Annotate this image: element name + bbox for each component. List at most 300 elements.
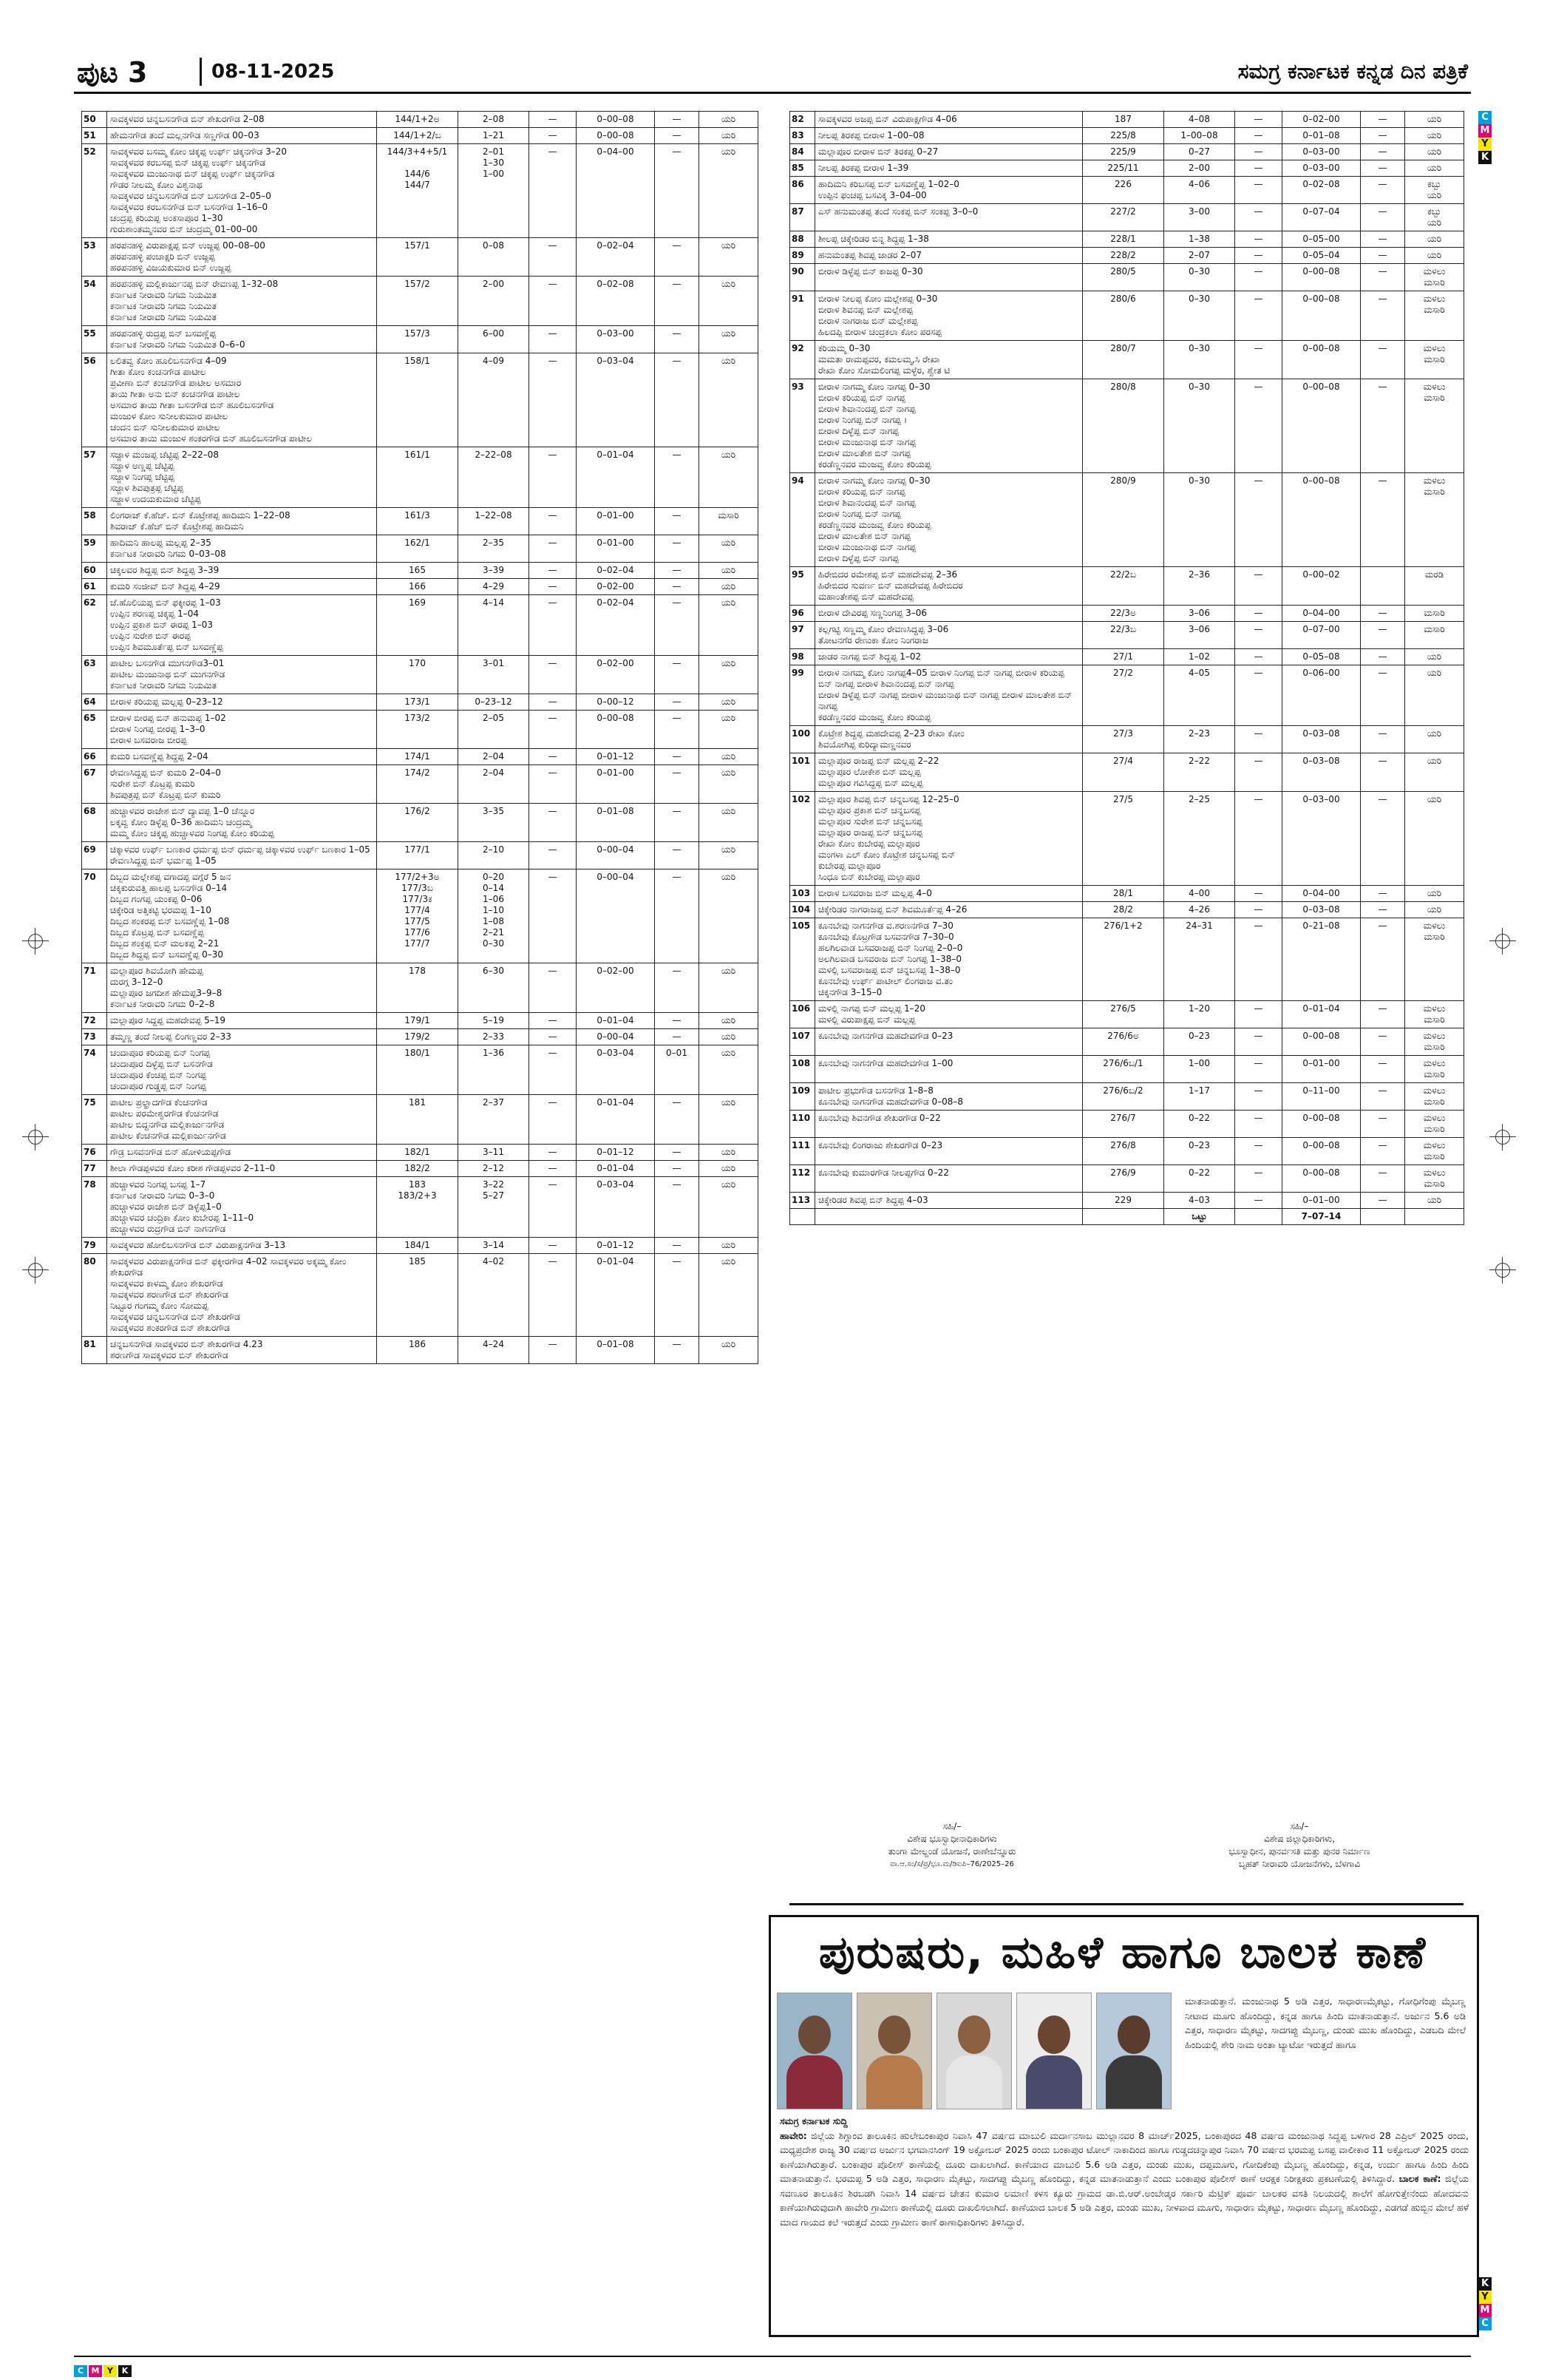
land-type: ಮಳಲು ಮಸಾರಿ [1405,1056,1464,1083]
owner-names: ದಿಬ್ಬದ ಮಲ್ಲೇಶಪ್ಪ ವಗಾದಪ್ಪ ವಗ್ಗೆರೆ 5 ಜನ ಚಿಕ್ಕಕುರುವತ್ತಿ ಹಾಲಪ್ಪ ಬಸನಗೌಡ 0–14 ದಿಬ್ಬದ ಗಂಗಪ್ಪ ಯಂಕಪ್ಪ 0–06 ಚಿಕ್ಕೇರಿಡ ಅತ್ತಿಕಟ್ಟಿ ಭರಮಪ್ಪ 1–10 ದಿಬ್ಬದ ಶಂಕರಪ್ಪ ಬಿನ್ ಬಸವಣ್ಣೆಪ್ಪ 1–08 ದಿಬ್ಬದ ಕೊಟ್ರಪ್ಪ ಬಿನ್ ಬಸವಣ್ಣೆಪ್ಪ ದಿಬ್ಬದ ಶಂಕ್ರಪ್ಪ ಬಿನ್ ಮಲಕಪ್ಪ 2–21 ದಿಬ್ಬದ ಶಿದ್ದಪ್ಪ ಬಿನ್ ಬಸವಣ್ಣೆಪ್ಪ 0–30 [107,869,377,963]
land-type: ಯರಿ [699,1254,758,1337]
row-number: 96 [790,606,815,622]
paper-name: ಸಮಗ್ರ ಕರ್ನಾಟಕ ಕನ್ನಡ ದಿನ ಪತ್ರಿಕೆ [1237,59,1468,84]
cmyk-k: K [1478,151,1492,164]
total-area: 2–33 [458,1029,529,1045]
survey-number: 180/1 [377,1045,458,1095]
row-number: 65 [82,711,107,749]
total-area: 3–14 [458,1238,529,1254]
col-a: — [1235,902,1282,918]
survey-number: 276/1+2 [1083,918,1164,1001]
total-area: 2–35 [458,535,529,563]
total-area: 0–30 [1164,379,1235,473]
land-type: ಮಸಾರಿ [1405,622,1464,649]
col-a: — [1235,606,1282,622]
table-row [790,1056,1464,1083]
total-area: 0–20 0–14 1–06 1–10 1–08 2–21 0–30 [458,869,529,963]
table-row [790,144,1464,160]
total-area: 6–00 [458,326,529,353]
land-type: ಮಳಲು ಮಸಾರಿ [1405,264,1464,291]
total-area: 2–04 [458,749,529,765]
land-type: ಯರಿ [1405,792,1464,886]
table-row [790,1028,1464,1056]
total-area: 2–22 [1164,753,1235,792]
total-area: 2–01 1–30 1–00 [458,144,529,238]
acquired-area: 0–00–04 [577,869,655,963]
col-c: — [655,447,699,508]
owner-names: ಮಲ್ಲಾಪೂರ ಶಿವಪ್ಪ ಬಿನ್ ಚನ್ನಬಸಪ್ಪ 12–25–0 ಮಲ್ಲಾಪೂರ ಪ್ರಕಾಶ ಬಿನ್ ಚನ್ನಬಸಪ್ಪ ಮಲ್ಲಾಪೂರ ಸುರೇಶ ಬಿನ್ ಚನ್ನಬಸಪ್ಪ ಮಲ್ಲಾಪೂರ ರಾಜಪ್ಪ ಬಿನ್ ಚನ್ನಬಸಪ್ಪ ರೇಖಾ ಕೋಂ ಕುಬೇರಪ್ಪ ಮಲ್ಲಾಪೂರ ಮಂಗಳಾ ಎಲ್ ಕೋಂ ಕೊಟ್ರೇಶ ಚನ್ನಬಸಪ್ಪ ಬಿನ್ ಕುಬೇರಪ್ಪ ಮಲ್ಲಾಪೂರ ಸಿಂಧೂ ಬಿನ್ ಕುಬೇರಪ್ಪ ಮಲ್ಲಾಪೂರ [815,792,1083,886]
land-type: ಯರಿ [699,963,758,1013]
row-number: 67 [82,765,107,804]
notice-side-text: ಮಾತನಾಡುತ್ತಾನೆ. ಮಂಜುನಾಥ 5 ಅಡಿ ಎತ್ತರ, ಸಾಧಾರಣಮೈಕಟ್ಟು, ಗೋಧಿಗೆಂಪು ಮೈಬಣ್ಣ ನೀಟಾದ ಮೂಗು ಹೊಂದಿದ್ದು, ಕನ್ನಡ ಹಾಗೂ ಹಿಂದಿ ಮಾತನಾಡುತ್ತಾನೆ. ಅರ್ಜುನ 5.6 ಅಡಿ ಎತ್ತರ, ಸಾಧಾರಣ ಮೈಕಟ್ಟು, ಸಾದಗಪ್ಪು ಮೈಬಣ್ಣ, ದುಂಡು ಮುಖ ಹೊಂದಿದ್ದು, ಎಡಬದಿ ಮೇಲೆ ಹಿಂದಿಯಲ್ಲಿ ಶೇರಿ ನಾಮ ಅಂತಾ ಟ್ಯಾಟೋ ಇರುತ್ತದೆ ಹಾಗೂ [1185,1996,1466,2050]
acquired-area: 0–00–08 [1282,291,1361,341]
row-number: 52 [82,144,107,238]
acquired-area: 0–02–00 [577,656,655,694]
col-a: — [529,842,577,869]
owner-names: ಚಿಕ್ಕಾಳವರ ಉರ್ಫ್ ಬಣಕಾರ ಧರ್ಮಪ್ಪ ಬಿನ್ ಧರ್ಮಪ್ಪ ಚಿಕ್ಕಾಳವರ ಉರ್ಫ್ ಬಣಕಾರ 1–05 ರೇವಣಸಿದ್ದಪ್ಪ ಬಿನ್ ಭರ್ಮಪ್ಪ 1–05 [107,842,377,869]
owner-names: ಬೀರಾಳ ಡಿಳ್ಳೆಪ್ಪ ಬಿನ್ ಕಾಜಪ್ಪ 0–30 [815,264,1083,291]
survey-number: 276/9 [1083,1165,1164,1193]
row-number: 91 [790,291,815,341]
survey-number: 144/3+4+5/1 144/6 144/7 [377,144,458,238]
signature-title: ವಿಶೇಷ ಭೂಸ್ವಾಧೀನಾಧಿಕಾರಿಗಳು [907,1834,997,1844]
survey-number: 22/3ಅ [1083,606,1164,622]
acquired-area: 0–00–08 [1282,1028,1361,1056]
total-area: 1–17 [1164,1083,1235,1111]
table-row [82,238,758,277]
total-area: 2–00 [458,277,529,326]
survey-number: 157/1 [377,238,458,277]
owner-names: ಬೀರಾಳ ನೀಲಪ್ಪ ಕೋಂ ಮಲ್ಲೇಶಪ್ಪ 0–30 ಬೀರಾಳ ಶಿವನಪ್ಪ ಬಿನ್ ಮಲ್ಲೇಶಪ್ಪ ಬೀರಾಳ ನಾಗರಾಜ ಬಿನ್ ಮಲ್ಲೇಶಪ್ಪ ಹಿಲದಪ್ಪಿ ಬೀರಾಳ ಚಂದ್ರಕಲಾ ಕೋಂ ಪರಸಪ್ಪ [815,291,1083,341]
land-type: ಯರಿ [699,711,758,749]
row-number: 77 [82,1161,107,1177]
owner-names: ಬೀರಾಳ ಬೀರಪ್ಪ ಬಿನ್ ಹನುಮಪ್ಪ 1–02 ಬೀರಾಳ ನಿಂಗಪ್ಪ ಬೀರಪ್ಪ 1–3–0 ಬೀರಾಳ ಬಸವರಾಜ ಬೀರಪ್ಪ [107,711,377,749]
acquired-area: 0–03–08 [1282,753,1361,792]
table-row [82,112,758,128]
notice-body-text-2: ಜಿಲ್ಲೆಯ ಸವಣೂರ ತಾಲೂಕಿನ ಶಿರಬಡಗಿ ನಿವಾಸಿ 14 ವರ್ಷದ ಚೇತನ ಕುಮಾರ ಲಮಾಣಿ ಕಳಸ ಕ್ಯೂರು ಗ್ರಾಮದ ಡಾ.ಬಿ.ಆರ್.ಅಂಬೇಡ್ಕರ ಸರ್ಕಾರಿ ಮೆಟ್ರಿಕ್ ಪೂರ್ವ ಬಾಲಕರ ವಸತಿ ನಿಲಯದಲ್ಲಿ ಶಾಲೆಗೆ ಹೋಗುತ್ತೇನೆಂದು ಹೋದವನು ಕಾಣೆಯಾಗಿರುವುದಾಗಿ ಹಾವೇರಿ ಗ್ರಾಮೀಣ ಠಾಣೆಯಲ್ಲಿ ದೂರು ದಾಖಲಿಸಲಾಗಿದೆ. ಕಾಣೆಯಾದ ಬಾಲಕ 5 ಅಡಿ ಎತ್ತರ, ದುಂಡು ಮುಖ, ನೀಳವಾದ ಮೂಗು, ಸಾಧಾರಣ ಮೈಕಟ್ಟು, ಸಾಧಾರಣ ಮೈಬಣ್ಣ ಹೊಂದಿದ್ದು, ಎಡಗಡೆ ಹುಬ್ಬಿನ ಮೇಲೆ ಹಳೆ ಮಾದ ಗಾಯದ ಕಲೆ ಇರುತ್ತದೆ ಎಂದು ಗ್ರಾಮೀಣ ಠಾಣೆ ಠಾಣಾಧಿಕಾರಿಗಳು ತಿಳಿಸಿದ್ದಾರೆ. [780,2173,1469,2228]
col-c: — [655,326,699,353]
land-type: ಯರಿ [699,595,758,656]
total-area: 3–06 [1164,622,1235,649]
total-area: 4–14 [458,595,529,656]
col-c: — [655,1177,699,1238]
table-row [790,341,1464,379]
cmyk-k: K [1478,2277,1492,2291]
cmyk-y: Y [1478,138,1492,151]
land-type: ಯರಿ [699,1029,758,1045]
col-c: — [655,238,699,277]
table-row [82,804,758,842]
registration-mark-icon [1489,928,1516,955]
masthead-divider [200,58,202,86]
cmyk-c: C [1478,111,1492,124]
land-type: ಯರಿ [1405,248,1464,264]
survey-number: 182/2 [377,1161,458,1177]
owner-names: ಸಾವಕ್ಕಳವರ ಅಜಪ್ಪ ಬಿನ್ ವಿರುಪಾಕ್ಷಗೌಡ 4–06 [815,112,1083,128]
col-a: — [1235,753,1282,792]
total-area: 4–09 [458,353,529,447]
survey-number: 173/1 [377,694,458,711]
col-a: — [1235,160,1282,177]
col-a: — [529,1095,577,1145]
survey-number: 158/1 [377,353,458,447]
col-a: — [529,128,577,144]
col-c: — [655,277,699,326]
total-area: 3–11 [458,1145,529,1161]
land-type: ಯರಿ [699,1145,758,1161]
cmyk-strip-footer [74,2362,163,2374]
col-a: — [1235,649,1282,665]
table-row [790,248,1464,264]
acquired-area: 0–01–08 [577,804,655,842]
row-number: 76 [82,1145,107,1161]
row-number: 55 [82,326,107,353]
col-c: — [655,353,699,447]
row-number: 54 [82,277,107,326]
land-type: ಮಳಲು ಮಸಾರಿ [1405,379,1464,473]
table-row [790,1193,1464,1209]
acquired-area: 0–00–08 [1282,473,1361,567]
owner-names: ಶೀಲಾ ಗೌಡಪ್ಪಳವರ ಕೋಂ ಕರೀಶ ಗೌಡಪ್ಪಳವರ 2–11–0 [107,1161,377,1177]
col-c: — [655,1254,699,1337]
table-row [790,1138,1464,1165]
total-area: 4–02 [458,1254,529,1337]
row-number: 89 [790,248,815,264]
page-number: ಪುಟ 3 [77,56,148,89]
table-row [82,144,758,238]
total-area: 4–08 [1164,112,1235,128]
registration-mark-icon [22,928,49,955]
acquired-area: 0–04–00 [577,144,655,238]
land-type: ಯರಿ [699,1095,758,1145]
total-area: 3–06 [1164,606,1235,622]
col-a: — [529,656,577,694]
land-type: ಮಳಲು ಮಸಾರಿ [1405,1028,1464,1056]
col-c: — [1361,1193,1405,1209]
owner-names: ಮಲ್ಲಾಪೂರ ಶಿವಯೋಗಿ ಹೇಮಪ್ಪ ದುರಗ್ಗ 3–12–0 ಮಲ್ಲಾಪೂರ ಜಗದೀಶ ಹೇಮಪ್ಪ3–9–8 ಕರ್ನಾಟಕ ನೀರಾವರಿ ನಿಗಮ 0–2–8 [107,963,377,1013]
col-a: — [1235,264,1282,291]
row-number: 104 [790,902,815,918]
acquired-area: 0–05–00 [1282,231,1361,248]
survey-number: 157/3 [377,326,458,353]
masthead [74,53,1471,94]
table-row [82,656,758,694]
issue-date: 08-11-2025 [211,61,335,83]
total-area: 0–23–12 [458,694,529,711]
col-a: — [529,112,577,128]
row-number: 90 [790,264,815,291]
land-type: ಮಳಲು ಮಸಾರಿ [1405,341,1464,379]
owner-names: ಬೀರಾಳ ನಾಗಮ್ಮ ಕೋಂ ನಾಗಪ್ಪ 0–30 ಬೀರಾಳ ಕರಿಯಪ್ಪ ಬಿನ್ ನಾಗಪ್ಪ ಬೀರಾಳ ಶಿವಾನಂದಪ್ಪ ಬಿನ್ ನಾಗಪ್ಪ ಬೀರಾಳ ನಿಂಗಪ್ಪ ಬಿನ್ ನಾಗಪ್ಪ ಕರಡೆಣ್ಣನವರ ಮಂಜವ್ವ ಕೋಂ ಕರಿಯಪ್ಪ ಬೀರಾಳ ಮಾಲತೇಶ ಬಿನ್ ನಾಗಪ್ಪ ಬೀರಾಳ ಮಂಜುನಾಥ ಬಿನ್ ನಾಗಪ್ಪ ಬೀರಾಳ ದಿಳ್ಳೆಪ್ಪ ಬಿನ್ ನಾಗಪ್ಪ [815,473,1083,567]
table-row [82,1045,758,1095]
land-type: ಮರಡಿ [1405,567,1464,606]
registration-mark-icon [22,1124,49,1150]
land-type: ಯರಿ [699,656,758,694]
col-a: — [529,1177,577,1238]
col-c: — [1361,902,1405,918]
row-number: 57 [82,447,107,508]
col-c: — [655,1337,699,1364]
total-area: 1–02 [1164,649,1235,665]
acquired-area: 0–01–04 [1282,1001,1361,1028]
owner-names: ಚಿಕ್ಕೇರಿಡರ ನಾಗರಾಜಪ್ಪ ಬಿನ್ ಶಿವಮೂರ್ತೆಪ್ಪ 4–26 [815,902,1083,918]
table-row [790,902,1464,918]
col-c: — [1361,264,1405,291]
owner-names: ಎಸ್ ಹನುಮಂತಪ್ಪ ತಂದೆ ಸಂಕಪ್ಪ ಬಿನ್ ಸಂಕಪ್ಪ 3–0–0 [815,204,1083,231]
acquired-area: 0–01–04 [577,1095,655,1145]
owner-names: ಲಲಿತವ್ವ ಕೋಂ ಹೂಲಿಬಸನಗೌಡ 4–09 ಗೀತಾ ಕೋಂ ಕಂಚನಗೌಡ ಪಾಟೀಲ ಪ್ರವೀಣಾ ಬಿನ್ ಕಂಚನಗೌಡ ಪಾಟೀಲ ಅಸಮಾರ ತಾಯಿ ಗೀತಾ ಅನು ಬಿನ್ ಕಂಚನಗೌಡ ಪಾಟೀಲ ಅಸಮಾರ ತಾಯಿ ಗೀತಾ ಬಸನಗೌಡ ಬಿನ್ ಹೂಲಿಬಸನಗೌಡ ಮಂಜುಳ ಕೋಂ ಸುನೀಲಕುಮಾರ ಪಾಟೀಲ ಚಂದನ ಬಿನ್ ಸುನೀಲಕುಮಾರ ಪಾಟೀಲ ಅಸಮಾರ ತಾಯಿ ಮಂಜುಳ ಶಂಕರಗೌಡ ಬಿನ್ ಹೂಲಿಬಸನಗೌಡ ಪಾಟೀಲ [107,353,377,447]
survey-number: 187 [1083,112,1164,128]
row-number: 113 [790,1193,815,1209]
land-type: ಯರಿ [1405,231,1464,248]
owner-names: ಹರಪನಹಳ್ಳಿ ರುದ್ರಪ್ಪ ಬಿನ್ ಬಸವಣ್ಣೆಪ್ಪ ಕರ್ನಾಟಕ ನೀರಾವರಿ ನಿಗಮ ನಿಯಮಿತ 0–6–0 [107,326,377,353]
col-a: — [1235,379,1282,473]
row-number: 108 [790,1056,815,1083]
survey-number: 161/3 [377,508,458,535]
acquired-area: 0–01–12 [577,1145,655,1161]
owner-names: ಹುಚ್ಚಾಳವರ ರಾಜೇಶ ಬಿನ್ ದ್ಯಾವಪ್ಪ 1–0 ಚೆನ್ನೂರ ಲಕ್ಕವ್ವ ಕೋಂ ಡಿಳ್ಳೆಪ್ಪ 0–36 ಹಾದಿಮನಿ ಚಂದ್ರಮ್ಮ ಮಮ್ಮ ಕೋಂ ಚಿಕ್ಕಪ್ಪ ಹುಚ್ಚಾಳವರ ನಿಂಗಪ್ಪ ಕೋಂ ಕರಿಯಪ್ಪ [107,804,377,842]
survey-number: 27/5 [1083,792,1164,886]
owner-names: ಚಂದಾಪೂರ ಕರಿಯಪ್ಪ ಬಿನ್ ನಿಂಗಪ್ಪ ಚಂದಾಪೂರ ದಿಳ್ಳೆಪ್ಪ ಬಿನ್ ಬಸನಗೌಡ ಚಂದಾಪೂರ ಕೆಂಚಪ್ಪ ಬಿನ್ ನಿಂಗಪ್ಪ ಚಂದಾಪೂರ ಗುಡ್ಡಪ್ಪ ಬಿನ್ ನಿಂಗಪ್ಪ [107,1045,377,1095]
table-row [790,291,1464,341]
notice-subhead: ಬಾಲಕ ಕಾಣೆ: [1398,2173,1441,2184]
col-c: — [1361,204,1405,231]
col-a: — [529,1238,577,1254]
col-c: — [1361,918,1405,1001]
acquired-area: 0–01–08 [577,1337,655,1364]
total-area: 24–31 [1164,918,1235,1001]
col-a: — [1235,248,1282,264]
land-table-right [789,111,1464,1225]
total-area: 2–25 [1164,792,1235,886]
owner-names: ತಮ್ಮಣ್ಣ ತಂದೆ ನೀಲಪ್ಪ ಲಿಂಗಣ್ಣವರ 2–33 [107,1029,377,1045]
row-number: 97 [790,622,815,649]
land-type: ಮಳಲು ಮಸಾರಿ [1405,1165,1464,1193]
survey-number: 177/1 [377,842,458,869]
total-area: 0–23 [1164,1028,1235,1056]
table-row [82,1029,758,1045]
total-area: 0–23 [1164,1138,1235,1165]
col-c: — [655,842,699,869]
owner-names: ಕಲ್ಲಗಟ್ಟಿ ಸಣ್ಣಮ್ಮ ಕೋಂ ರೇವಣಸಿದ್ದಪ್ಪ 3–06 ತೋಟನಗೆರ ರೇಣುಕಾ ಕೋಂ ನಿಂಗರಾಜ [815,622,1083,649]
land-type: ಯರಿ [1405,902,1464,918]
row-number: 99 [790,665,815,726]
land-type: ಯರಿ [699,1045,758,1095]
row-number: 95 [790,567,815,606]
owner-names: ಸಾವಕ್ಕಳವರ ವಿರುಪಾಕ್ಷನಗೌಡ ಬಿನ್ ಫಕ್ಕೀರಗೌಡ 4–02 ಸಾವಕ್ಕಳವರ ಅಕ್ಕಮ್ಮ ಕೋಂ ಶೇಖರಗೌಡ ಸಾವಕ್ಕಳವರ ಕಾಳಮ್ಮ ಕೋಂ ಶೇಖರಗೌಡ ಸಾವಕ್ಕಳವರ ಶರಣಗೌಡ ಬಿನ್ ಶೇಖರಗೌಡ ನಿಟ್ಟೂರ ಗಂಗಮ್ಮ ಕೋಂ ಸೋಮಪ್ಪ ಸಾವಕ್ಕಳವರ ಚನ್ನಬಸನಗೌಡ ಬಿನ್ ಶೇಖರಗೌಡ ಸಾವಕ್ಕಳವರ ಶಂಕರಗೌಡ ಬಿನ್ ಶೇಖರಗೌಡ [107,1254,377,1337]
owner-names: ಗೌಡ್ರ ಬಸವನಗೌಡ ಬಿನ್ ಹೋಳಿಯಪ್ಪಗೌಡ [107,1145,377,1161]
owner-names: ಹಾದಿಮನಿ ಕರಿಬಸಪ್ಪ ಬಿನ್ ಬಸವಣ್ಣೆಪ್ಪ 1–02–0 ಉಪ್ಪಿನ ಫಂಚಪ್ಪ ಬಸವಿಕ್ಕ 3–04–00 [815,177,1083,204]
table-row [82,326,758,353]
col-c: — [1361,1001,1405,1028]
table-row [82,595,758,656]
survey-number: 178 [377,963,458,1013]
row-number: 88 [790,231,815,248]
cmyk-strip-bottom [1478,2277,1492,2330]
owner-names: ಹರಪನಹಳ್ಳಿ ಮಲ್ಲಿಕಾರ್ಜುನಪ್ಪ ಬಿನ್ ರೇವಣಪ್ಪ 1–32–08 ಕರ್ನಾಟಕ ನೀರಾವರಿ ನಿಗಮ ನಿಯಮಿತ ಕರ್ನಾಟಕ ನೀರಾವರಿ ನಿಗಮ ನಿಯಮಿತ ಕರ್ನಾಟಕ ನೀರಾವರಿ ನಿಗಮ ನಿಯಮಿತ [107,277,377,326]
table-row [82,1095,758,1145]
row-number: 86 [790,177,815,204]
acquired-area: 0–00–08 [577,128,655,144]
total-area: 2–00 [1164,160,1235,177]
row-number: 112 [790,1165,815,1193]
owner-names: ಚಿಕ್ಕಲವರ ಶಿದ್ದಪ್ಪ ಬಿನ್ ಶಿದ್ದಪ್ಪ 3–39 [107,563,377,579]
owner-names: ಚಿಕ್ಕೇರಿಡರ ಶಿವಪ್ಪ ಬಿನ್ ಶಿದ್ದಪ್ಪ 4–03 [815,1193,1083,1209]
owner-names: ಚನ್ನಬಸನಗೌಡ ಸಾವಕ್ಕಳವರ ಬಿನ್ ಶೇಖರಗೌಡ 4.23 ಶರಣಗೌಡ ಸಾವಕ್ಕಳವರ ಬಿನ್ ಶೇಖರಗೌಡ [107,1337,377,1364]
table-row [82,563,758,579]
survey-number: 28/2 [1083,902,1164,918]
acquired-area: 0–00–08 [1282,1111,1361,1138]
total-area: 0–30 [1164,473,1235,567]
total-area: 4–03 [1164,1193,1235,1209]
total-area: 5–19 [458,1013,529,1029]
col-c: — [1361,665,1405,726]
survey-number: 184/1 [377,1238,458,1254]
cmyk-c: C [1478,2317,1492,2330]
table-row [82,963,758,1013]
owner-names: ನೀಲಪ್ಪ ತಿರಕಪ್ಪ ಬೀರಾಳ 1–00–08 [815,128,1083,144]
row-number: 94 [790,473,815,567]
table-row [82,749,758,765]
row-number: 110 [790,1111,815,1138]
total-area: 6–30 [458,963,529,1013]
row-number: 78 [82,1177,107,1238]
row-number: 72 [82,1013,107,1029]
owner-names: ಪಾಟೀಲ ಪ್ರಭುಗೌಡ ಬಸನಗೌಡ 1–8–8 ಕೂನಬೇವು ನಾಗನಗೌಡ ಮಹದೇವಗೌಡ 0–08–8 [815,1083,1083,1111]
col-c: — [655,1145,699,1161]
survey-number: 179/1 [377,1013,458,1029]
total-area: 4–26 [1164,902,1235,918]
owner-names: ಜಾಡರ ನಾಗಪ್ಪ ಬಿನ್ ಶಿದ್ದಪ್ಪ 1–02 [815,649,1083,665]
col-c [1361,567,1405,606]
col-a: — [1235,1028,1282,1056]
owner-names: ಸಾವಕ್ಕಳವರ ಬಸಮ್ಮ ಕೋಂ ಚಿಕ್ಕಪ್ಪ ಉರ್ಫ್ ಚಿಕ್ಕನಗೌಡ 3–20 ಸಾವಕ್ಕಳವರ ಕರಬಸಪ್ಪ ಬಿನ್ ಚಿಕ್ಕಪ್ಪ ಉರ್ಫ್ ಚಿಕ್ಕನಗೌಡ ಸಾವಕ್ಕಳವರ ಮಂಜುನಾಥ ಬಿನ್ ಚಿಕ್ಕಪ್ಪ ಉರ್ಫ್ ಚಿಕ್ಕನಗೌಡ ಗೌಡರ ನೀಲಮ್ಮ ಕೋಂ ವಿಶ್ವನಾಥ ಸಾವಕ್ಕಳವರ ಚನ್ನಬಸನಗೌಡ ಬಿನ್ ಬಸನಗೌಡ 2–05–0 ಸಾವಕ್ಕಳವರ ಕರಬಸನಗೌಡ ಬಿನ್ ಬಸನಗೌಡ 1–16–0 ಚಂದ್ರಪ್ಪ ಕರಿಯಪ್ಪ ಅಂಕಸಾಪೂರ 1–30 ಗುರುಶಾಂತಮ್ಮನವರ ಬಿನ್ ಚಂದ್ರಮ್ಮ 01–00–00 [107,144,377,238]
table-row [82,1145,758,1161]
owner-names: ಲಿಂಗರಾಜ್ ಕೆ.ಹೆಚ್. ಬಿನ್ ಕೊಟ್ರೇಶಪ್ಪ ಹಾದಿಮನಿ 1–22–08 ಶಿವರಾಜ್ ಕೆ.ಹೆಚ್ ಬಿನ್ ಕೊಟ್ರೇಶಪ್ಪ ಹಾದಿಮನಿ [107,508,377,535]
total-area: 1–38 [1164,231,1235,248]
survey-number: 280/7 [1083,341,1164,379]
col-c: — [1361,112,1405,128]
land-type: ಯರಿ [699,1177,758,1238]
owner-names: ಹೇಮನಗೌಡ ತಂದೆ ಮಲ್ಲನಗೌಡ ಸಣ್ಣಗೌಡ 00–03 [107,128,377,144]
total-area: 2–23 [1164,726,1235,753]
land-type: ಮಸಾರಿ [699,508,758,535]
land-type: ಯರಿ [699,749,758,765]
registration-mark-icon [1489,1257,1516,1284]
notice-body [780,2114,1469,2328]
survey-number: 22/2ಬ [1083,567,1164,606]
acquired-area: 0–02–08 [577,277,655,326]
survey-number: 165 [377,563,458,579]
row-number: 109 [790,1083,815,1111]
col-c: — [1361,1056,1405,1083]
acquired-area: 0–00–08 [1282,1165,1361,1193]
col-c: — [655,804,699,842]
col-c: — [1361,753,1405,792]
registration-mark-icon [22,1257,49,1284]
col-a: — [1235,177,1282,204]
col-a: — [1235,1193,1282,1209]
row-number: 80 [82,1254,107,1337]
table-row [790,1165,1464,1193]
survey-number: 276/6ಅ [1083,1028,1164,1056]
land-type: ಯರಿ [1405,753,1464,792]
table-row [790,160,1464,177]
owner-names: ಮಲ್ಲಾಪೂರ ರಾಜಪ್ಪ ಬಿನ್ ಮಲ್ಲಪ್ಪ 2–22 ಮಲ್ಲಾಪೂರ ಲೋಕೇಶ ಬಿನ್ ಮಲ್ಲಪ್ಪ ಮಲ್ಲಾಪೂರ ಗವಿಸಿದ್ದಪ್ಪ ಬಿನ್ ಮಲ್ಲಪ್ಪ [815,753,1083,792]
total-area: 3–01 [458,656,529,694]
table-row [790,1083,1464,1111]
land-type: ಯರಿ [1405,726,1464,753]
table-row [790,606,1464,622]
row-number: 53 [82,238,107,277]
survey-number: 225/9 [1083,144,1164,160]
table-row [82,869,758,963]
col-a: — [1235,622,1282,649]
table-row [82,694,758,711]
table-row [790,753,1464,792]
acquired-area: 0–00–08 [1282,264,1361,291]
col-a: — [1235,112,1282,128]
row-number: 50 [82,112,107,128]
row-number: 100 [790,726,815,753]
cmyk-k: K [118,2365,132,2377]
survey-number: 181 [377,1095,458,1145]
col-c: — [1361,291,1405,341]
col-c: — [1361,622,1405,649]
signature-office: ಭೂಸ್ವಾಧೀನ, ಪುನರ್ವಸತಿ ಮತ್ತು ಪುನರ ನಿರ್ಮಾಣ [1228,1846,1370,1857]
col-c: — [655,1095,699,1145]
owner-names: ಮಳಲ್ಲಿ ನಾಗಪ್ಪ ಬಿನ್ ಮಲ್ಲಪ್ಪ 1–20 ಮಳಲ್ಲಿ ವಿರುಪಾಕ್ಷಪ್ಪ ಬಿನ್ ಮಲ್ಲಪ್ಪ [815,1001,1083,1028]
land-type: ಯರಿ [699,1337,758,1364]
col-c: — [1361,341,1405,379]
notice-byline: ಸಮಗ್ರ ಕರ್ನಾಟಕ ಸುದ್ದಿ [780,2115,848,2126]
owner-names: ಬೀರಾಳ ಕರಿಯಪ್ಪ ಮಲ್ಲಪ್ಪ 0–23–12 [107,694,377,711]
row-number: 101 [790,753,815,792]
table-row [790,231,1464,248]
cmyk-strip-top [1478,111,1492,164]
total-area: 1–22–08 [458,508,529,535]
owner-names: ರೇವಣಸಿದ್ದಪ್ಪ ಬಿನ್ ಕುಮರಿ 2–04–0 ಸುರೇಶ ಬಿನ್ ಕೊಟ್ರಪ್ಪ ಕುಮರಿ ಶಿವಪುತ್ರಪ್ಪ ಬಿನ್ ಕೊಟ್ರಪ್ಪ ಬಿನ್ ಕುಮರಿ [107,765,377,804]
owner-names: ಸಾವಕ್ಕಳವರ ಹೋಲಿಬಸನಗೌಡ ಬಿನ್ ವಿರುಪಾಕ್ಷನಗೌಡ 3–13 [107,1238,377,1254]
row-number: 92 [790,341,815,379]
acquired-area: 0–00–08 [1282,1138,1361,1165]
person-photo [1016,1993,1092,2109]
table-row [82,1177,758,1238]
col-c: — [1361,1028,1405,1056]
total-area: 0–22 [1164,1165,1235,1193]
survey-number: 280/5 [1083,264,1164,291]
table-row [82,128,758,144]
row-number: 56 [82,353,107,447]
survey-number: 28/1 [1083,886,1164,902]
land-type: ಯರಿ [699,842,758,869]
cmyk-m: M [1478,124,1492,138]
land-type: ಮಸಾರಿ [1405,606,1464,622]
owner-names: ಮಲ್ಲಾಪೂರ ಬೀರಾಳ ಬಿನ್ ತಿರಕಪ್ಪ 0–27 [815,144,1083,160]
total-area: 2–10 [458,842,529,869]
acquired-area: 0–00–02 [1282,567,1361,606]
acquired-area: 0–01–00 [1282,1193,1361,1209]
survey-number: 166 [377,579,458,595]
col-c: — [655,1013,699,1029]
table-row [82,765,758,804]
survey-number: 176/2 [377,804,458,842]
land-type: ಯರಿ [699,765,758,804]
acquired-area: 0–03–04 [577,1045,655,1095]
acquired-area: 0–00–08 [577,711,655,749]
row-number: 64 [82,694,107,711]
total-area: 4–00 [1164,886,1235,902]
